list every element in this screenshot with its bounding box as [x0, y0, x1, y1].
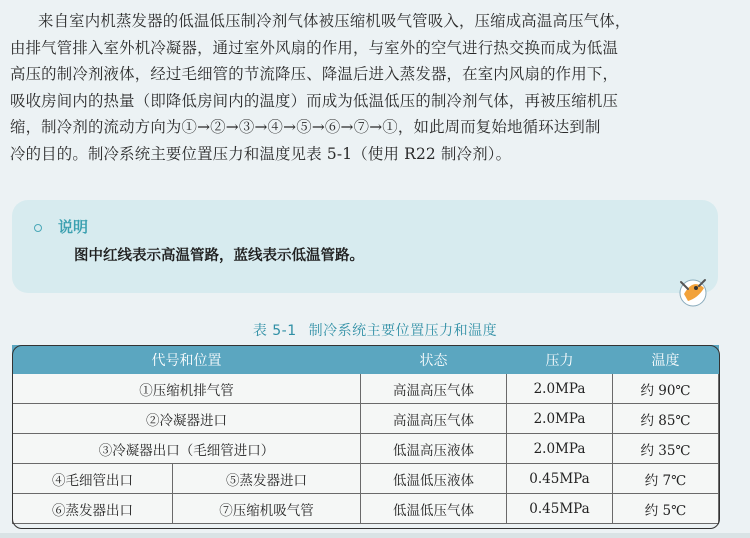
cell-state: 低温高压液体 [361, 434, 507, 464]
cell-position: ③冷凝器出口（毛细管进口） [13, 434, 361, 464]
table-number: 表 5-1 [252, 323, 297, 339]
cell-position: ⑤蒸发器进口 [173, 464, 361, 494]
note-box [12, 200, 718, 293]
column-header: 压力 [507, 346, 613, 374]
cell-position: ②冷凝器进口 [13, 404, 361, 434]
cell-pressure: 2.0MPa [507, 374, 613, 404]
cell-state: 高温高压气体 [361, 404, 507, 434]
cell-position: ④毛细管出口 [13, 464, 173, 494]
table-row [13, 404, 719, 434]
bullet-circle-icon [34, 224, 42, 232]
column-header: 状态 [361, 346, 507, 374]
page-edge [0, 533, 750, 538]
paragraph-line: 吸收房间内的热量（即降低房间内的温度）而成为低温低压的制冷剂气体，再被压缩机压 [10, 91, 619, 110]
table-row [13, 434, 719, 464]
table-header-row [13, 346, 719, 374]
table-caption [0, 320, 750, 340]
table-row [13, 494, 719, 524]
cell-position: ⑦压缩机吸气管 [173, 494, 361, 524]
table-row [13, 374, 719, 404]
note-text: 图中红线表示高温管路，蓝线表示低温管路。 [74, 248, 364, 264]
paragraph-line: 高压的制冷剂液体，经过毛细管的节流降压、降温后进入蒸发器，在室内风扇的作用下， [10, 65, 619, 84]
paragraph-line: 冷的目的。制冷系统主要位置压力和温度见表 5-1（使用 R22 制冷剂）。 [10, 144, 512, 163]
table-row [13, 464, 719, 494]
cartoon-mascot-icon [676, 274, 710, 308]
paragraph-line: 缩，制冷剂的流动方向为①→②→③→④→⑤→⑥→⑦→①，如此周而复始地循环达到制 [10, 118, 601, 137]
cell-state: 低温低压气体 [361, 494, 507, 524]
note-title: 说明 [58, 218, 89, 236]
cell-temperature: 约 35℃ [613, 434, 719, 464]
cell-state: 高温高压气体 [361, 374, 507, 404]
body-paragraph [10, 8, 722, 168]
column-header: 温度 [613, 346, 719, 374]
cell-temperature: 约 85℃ [613, 404, 719, 434]
cell-temperature: 约 5℃ [613, 494, 719, 524]
paragraph-line: 来自室内机蒸发器的低温低压制冷剂气体被压缩机吸气管吸入，压缩成高温高压气体， [38, 12, 631, 30]
cell-position: ①压缩机排气管 [13, 374, 361, 404]
cell-pressure: 2.0MPa [507, 434, 613, 464]
pressure-temperature-table [12, 345, 719, 524]
cell-pressure: 0.45MPa [507, 464, 613, 494]
paragraph-line: 由排气管排入室外机冷凝器，通过室外风扇的作用，与室外的空气进行热交换而成为低温 [10, 38, 619, 57]
cell-position: ⑥蒸发器出口 [13, 494, 173, 524]
cell-pressure: 2.0MPa [507, 404, 613, 434]
cell-temperature: 约 90℃ [613, 374, 719, 404]
cell-state: 低温低压液体 [361, 464, 507, 494]
cell-pressure: 0.45MPa [507, 494, 613, 524]
cell-temperature: 约 7℃ [613, 464, 719, 494]
table-title: 制冷系统主要位置压力和温度 [308, 323, 498, 339]
column-header: 代号和位置 [13, 346, 361, 374]
